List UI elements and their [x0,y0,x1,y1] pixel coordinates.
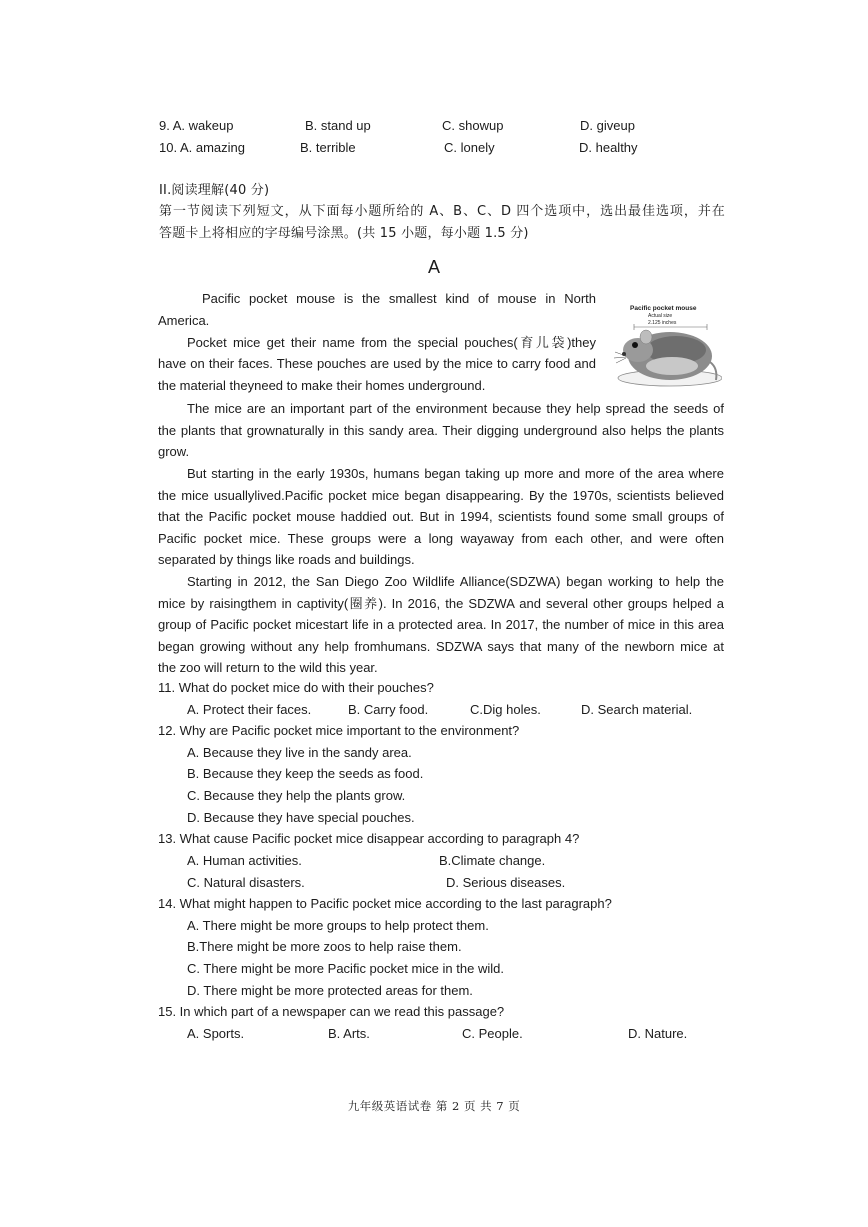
passage-line: Pocket mice get their name from the special pouches(育儿袋)they [187,335,596,350]
page-footer: 九年级英语试卷 第 2 页 共 7 页 [347,1099,521,1113]
passage-line: America. [158,313,210,328]
q10-option-c: C. lonely [444,140,495,155]
mouse-icon [612,300,722,392]
passage-line: Pacific pocket mouse is the smallest kind of mouse in North [202,291,596,306]
q11-option-c: C.Dig holes. [470,702,541,717]
q14-option-d: D. There might be more protected areas for them. [187,983,473,998]
section-instruction-line-2: 答题卡上将相应的字母编号涂黑。(共 15 小题，每小题 1.5 分) [159,226,529,241]
q13-option-b: B.Climate change. [439,853,546,868]
q14-option-b: B.There might be more zoos to help raise them. [187,939,462,954]
question-13-options-row-1 [0,852,868,870]
passage-line: group of Pacific pocket micestart life in a protected area. In 2017, the number of mice in this area [158,617,724,632]
question-10-options [0,139,868,157]
passage-line: that the Pacific pocket mouse haddied out. But in 1994, scientists found some small groups of [158,509,724,524]
q11-option-d: D. Search material. [581,702,693,717]
q13-option-d: D. Serious diseases. [446,875,566,890]
q10-option-a: 10. A. amazing [159,140,245,155]
figure-size-label: 2.125 inches [648,320,677,326]
passage-line: grow. [158,444,190,459]
passage-line: mice by raisingthem in captivity(圈养). In 2016, the SDZWA and several other groups helped a [158,596,724,611]
q12-option-c: C. Because they help the plants grow. [187,788,406,803]
q10-option-b: B. terrible [300,140,356,155]
question-14-stem: 14. What might happen to Pacific pocket mice according to the last paragraph? [158,896,612,911]
q9-option-c: C. showup [442,118,504,133]
figure-subtitle: Actual size [648,313,673,319]
q9-option-a: 9. A. wakeup [159,118,234,133]
q13-option-a: A. Human activities. [187,853,302,868]
question-13-options-row-2 [0,874,868,892]
q9-option-d: D. giveup [580,118,635,133]
section-heading: II.阅读理解(40 分) [159,183,270,198]
passage-line: the zoo will return to the wild this year. [158,660,378,675]
q13-option-c: C. Natural disasters. [187,875,305,890]
question-13-stem: 13. What cause Pacific pocket mice disappear according to paragraph 4? [158,831,580,846]
passage-line: began growing without any help fromhumans. SDZWA says that many of the newborn mice at [158,639,724,654]
passage-line: Pacific pocket mice. These groups were a long wayaway from each other, and were often [158,531,724,546]
passage-line: Starting in 2012, the San Diego Zoo Wildlife Alliance(SDZWA) began working to help the [187,574,724,589]
q12-option-a: A. Because they live in the sandy area. [187,745,412,760]
question-9-options [0,117,868,135]
pocket-mouse-figure [612,300,722,392]
question-15-stem: 15. In which part of a newspaper can we read this passage? [158,1004,505,1019]
passage-line: the mice usuallylived.Pacific pocket mice began disappearing. By the 1970s, scientists believed [158,488,724,503]
question-11-stem: 11. What do pocket mice do with their pouches? [158,680,434,695]
q12-option-d: D. Because they have special pouches. [187,810,415,825]
q11-option-b: B. Carry food. [348,702,429,717]
figure-title: Pacific pocket mouse [630,305,697,312]
question-11-options [0,701,868,719]
q14-option-a: A. There might be more groups to help protect them. [187,918,489,933]
passage-line: the plants that grownaturally in this sandy area. Their digging underground also helps the plants [158,423,724,438]
q14-option-c: C. There might be more Pacific pocket mice in the wild. [187,961,504,976]
q15-option-c: C. People. [462,1026,523,1041]
q9-option-b: B. stand up [305,118,371,133]
q11-option-a: A. Protect their faces. [187,702,312,717]
q10-option-d: D. healthy [579,140,638,155]
q15-option-d: D. Nature. [628,1026,688,1041]
passage-line: have on their faces. These pouches are used by the mice to carry food and [158,356,596,371]
passage-line: The mice are an important part of the environment because they help spread the seeds of [187,401,724,416]
question-15-options [0,1025,868,1043]
question-12-stem: 12. Why are Pacific pocket mice important to the environment? [158,723,520,738]
passage-letter: A [427,257,440,277]
passage-line: But starting in the early 1930s, humans began taking up more and more of the area where [187,466,724,481]
q15-option-a: A. Sports. [187,1026,245,1041]
passage-line: the material theyneed to make their homes underground. [158,378,486,393]
section-instruction-line-1: 第一节阅读下列短文，从下面每小题所给的 A、B、C、D 四个选项中，选出最佳选项，并在 [159,204,725,219]
q15-option-b: B. Arts. [328,1026,370,1041]
passage-line: separated by things like roads and buildings. [158,552,415,567]
q12-option-b: B. Because they keep the seeds as food. [187,766,424,781]
